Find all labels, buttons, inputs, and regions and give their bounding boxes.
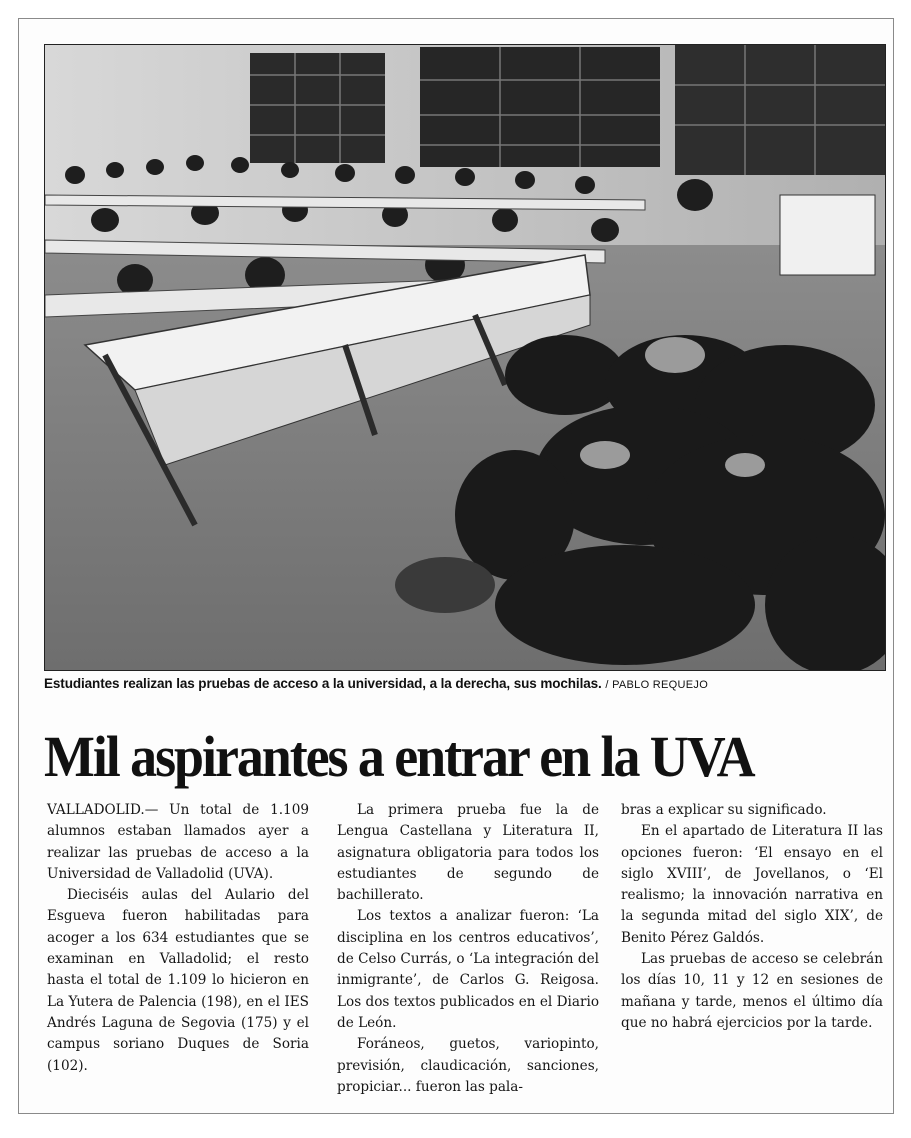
col3-paragraph-3: Las pruebas de acceso se celebrán los días 10, 11 y 12 en sesiones de mañana y tarde, menos el último día que no habrá ejercicios por la tarde.	[621, 951, 883, 1031]
photo-caption	[44, 676, 894, 691]
caption-text: Estudiantes realizan las pruebas de acceso a la universidad, a la derecha, sus mochilas.	[44, 676, 602, 691]
article-column-2	[337, 800, 599, 1098]
exam-hall-illustration	[45, 45, 885, 670]
photo-credit: / PABLO REQUEJO	[605, 679, 709, 691]
col2-paragraph-2: Los textos a analizar fueron: ‘La disciplina en los centros educativos’, de Celso Currás, o ‘La integración del inmigrante’, de Carlos G. Reigosa. Los dos textos publicados en el Diario de León.	[337, 908, 599, 1031]
col3-paragraph-1: bras a explicar su significado.	[621, 802, 827, 818]
article-column-1	[47, 800, 309, 1077]
col1-paragraph-1: VALLADOLID.— Un total de 1.109 alumnos estaban llamados ayer a realizar las pruebas de acceso a la Universidad de Valladolid (UVA).	[47, 802, 309, 882]
exam-hall-photo	[44, 44, 886, 671]
article-column-3	[621, 800, 883, 1034]
col2-paragraph-3: Foráneos, guetos, variopinto, previsión, claudicación, sanciones, propiciar... fueron las pala-	[337, 1036, 599, 1095]
col2-paragraph-1: La primera prueba fue la de Lengua Castellana y Literatura II, asignatura obligatoria para todos los estudiantes de segundo de bachillerato.	[337, 802, 599, 904]
article-headline: Mil aspirantes a entrar en la UVA	[44, 724, 754, 789]
col3-paragraph-2: En el apartado de Literatura II las opciones fueron: ‘El ensayo en el siglo XVIII’, de Jovellanos, o ‘El realismo; la innovación narrativa en la segunda mitad del siglo XIX’, de Benito Pérez Galdós.	[621, 823, 883, 946]
col1-paragraph-2: Dieciséis aulas del Aulario del Esgueva fueron habilitadas para acoger a los 634 estudiantes que se examinan en Valladolid; el resto hasta el total de 1.109 lo hicieron en La Yutera de Palencia (198), en el IES Andrés Laguna de Segovia (175) y el campus soriano Duques de Soria (102).	[47, 887, 309, 1074]
